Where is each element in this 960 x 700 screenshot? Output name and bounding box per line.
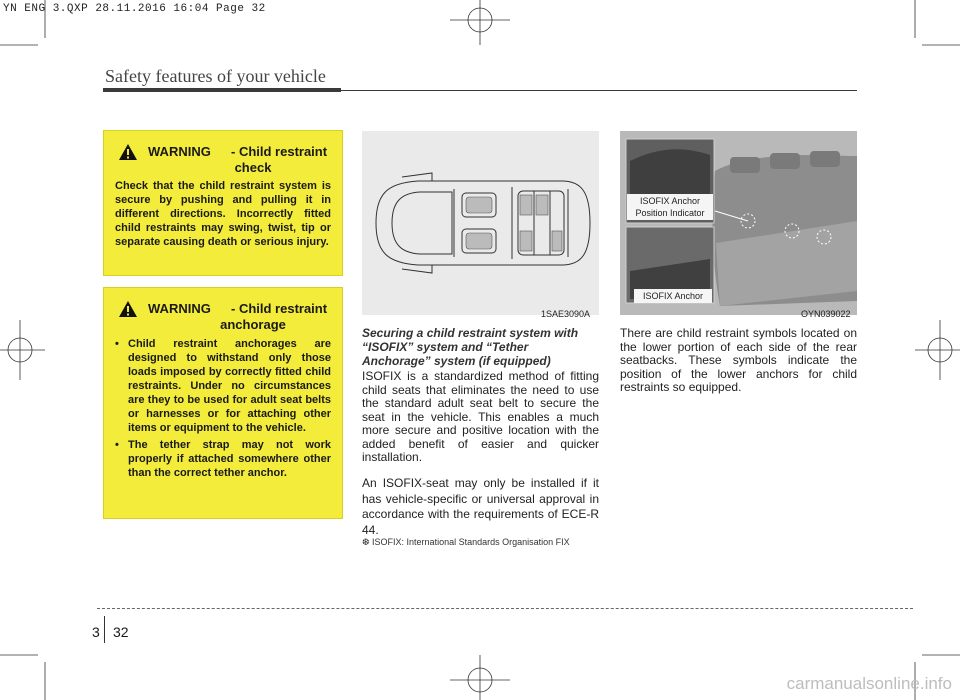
print-slug: YN ENG 3.QXP 28.11.2016 16:04 Page 32 xyxy=(3,3,266,15)
warning-bullet: • The tether strap may not work properly if attached somewhere other than the correct tether anchor. xyxy=(115,438,331,480)
rear-seat-symbol-paragraph: There are child restraint symbols located on the lower portion of each side of the rear seatbacks. These symbols indicate the position of the lower anchors for child restraints so equipped. xyxy=(620,326,857,394)
footer-rule xyxy=(97,608,913,609)
car-top-view-diagram xyxy=(362,131,599,315)
isofix-heading: Securing a child restraint system with “ISOFIX” system and “Tether Anchorage” system (if equipped) xyxy=(362,326,579,368)
car-outline-illustration xyxy=(362,131,599,315)
page-number: 32 xyxy=(113,624,129,640)
warning-word: WARNING xyxy=(148,301,211,316)
footer-separator xyxy=(104,616,105,643)
warning-bullets xyxy=(115,337,331,483)
chapter-number: 3 xyxy=(92,624,100,640)
section-title: Safety features of your vehicle xyxy=(105,66,326,86)
rear-seat-photo xyxy=(620,131,857,315)
warning-bullet: • Child restraint anchorages are designed to withstand only those loads imposed by correctly fitted child restraints. Under no circumstances are they to be used for adult seat belts or harnesses or for attaching other items or equipment to the vehicle. xyxy=(115,337,331,435)
figure-code: OYN039022 xyxy=(801,309,851,319)
warning-title: - Child restraint xyxy=(231,301,328,316)
warning-header xyxy=(104,296,342,338)
warning-title-cont: anchorage xyxy=(220,317,286,332)
figure-code: 1SAE3090A xyxy=(541,309,591,319)
warning-triangle-icon xyxy=(118,300,138,318)
warning-header xyxy=(104,139,342,181)
header-rule-thick xyxy=(103,88,341,92)
warning-triangle-icon xyxy=(118,143,138,161)
warning-box-restraint-check xyxy=(103,130,343,276)
header-rule-thin xyxy=(341,90,857,91)
watermark: carmanualsonline.info xyxy=(786,674,952,693)
isofix-paragraph-1: ISOFIX is a standardized method of fitting child seats that eliminates the need to use the standard adult seat belt to secure the seat in the vehicle. This enables a much more secure and positive location with the added benefit of easier and quicker installation. xyxy=(362,369,599,464)
isofix-footnote: ❆ ISOFIX: International Standards Organisation FIX xyxy=(362,537,570,547)
warning-box-restraint-anchorage xyxy=(103,287,343,519)
warning-title: - Child restraint xyxy=(231,144,328,159)
isofix-paragraph-2: An ISOFIX-seat may only be installed if it has vehicle-specific or universal approval in accordance with the requirements of ECE-R 44. xyxy=(362,476,599,537)
warning-title-cont: check xyxy=(234,160,272,175)
label-isofix-anchor: ISOFIX Anchor xyxy=(634,289,712,303)
rear-seat-illustration xyxy=(620,131,857,315)
label-position-indicator: ISOFIX Anchor Position Indicator xyxy=(627,194,713,220)
warning-text: Check that the child restraint system is secure by pushing and pulling it in different directions. Incorrectly fitted child restraints may swing, twist, tip or separate causing death or serious injury. xyxy=(115,180,331,248)
warning-word: WARNING xyxy=(148,144,211,159)
